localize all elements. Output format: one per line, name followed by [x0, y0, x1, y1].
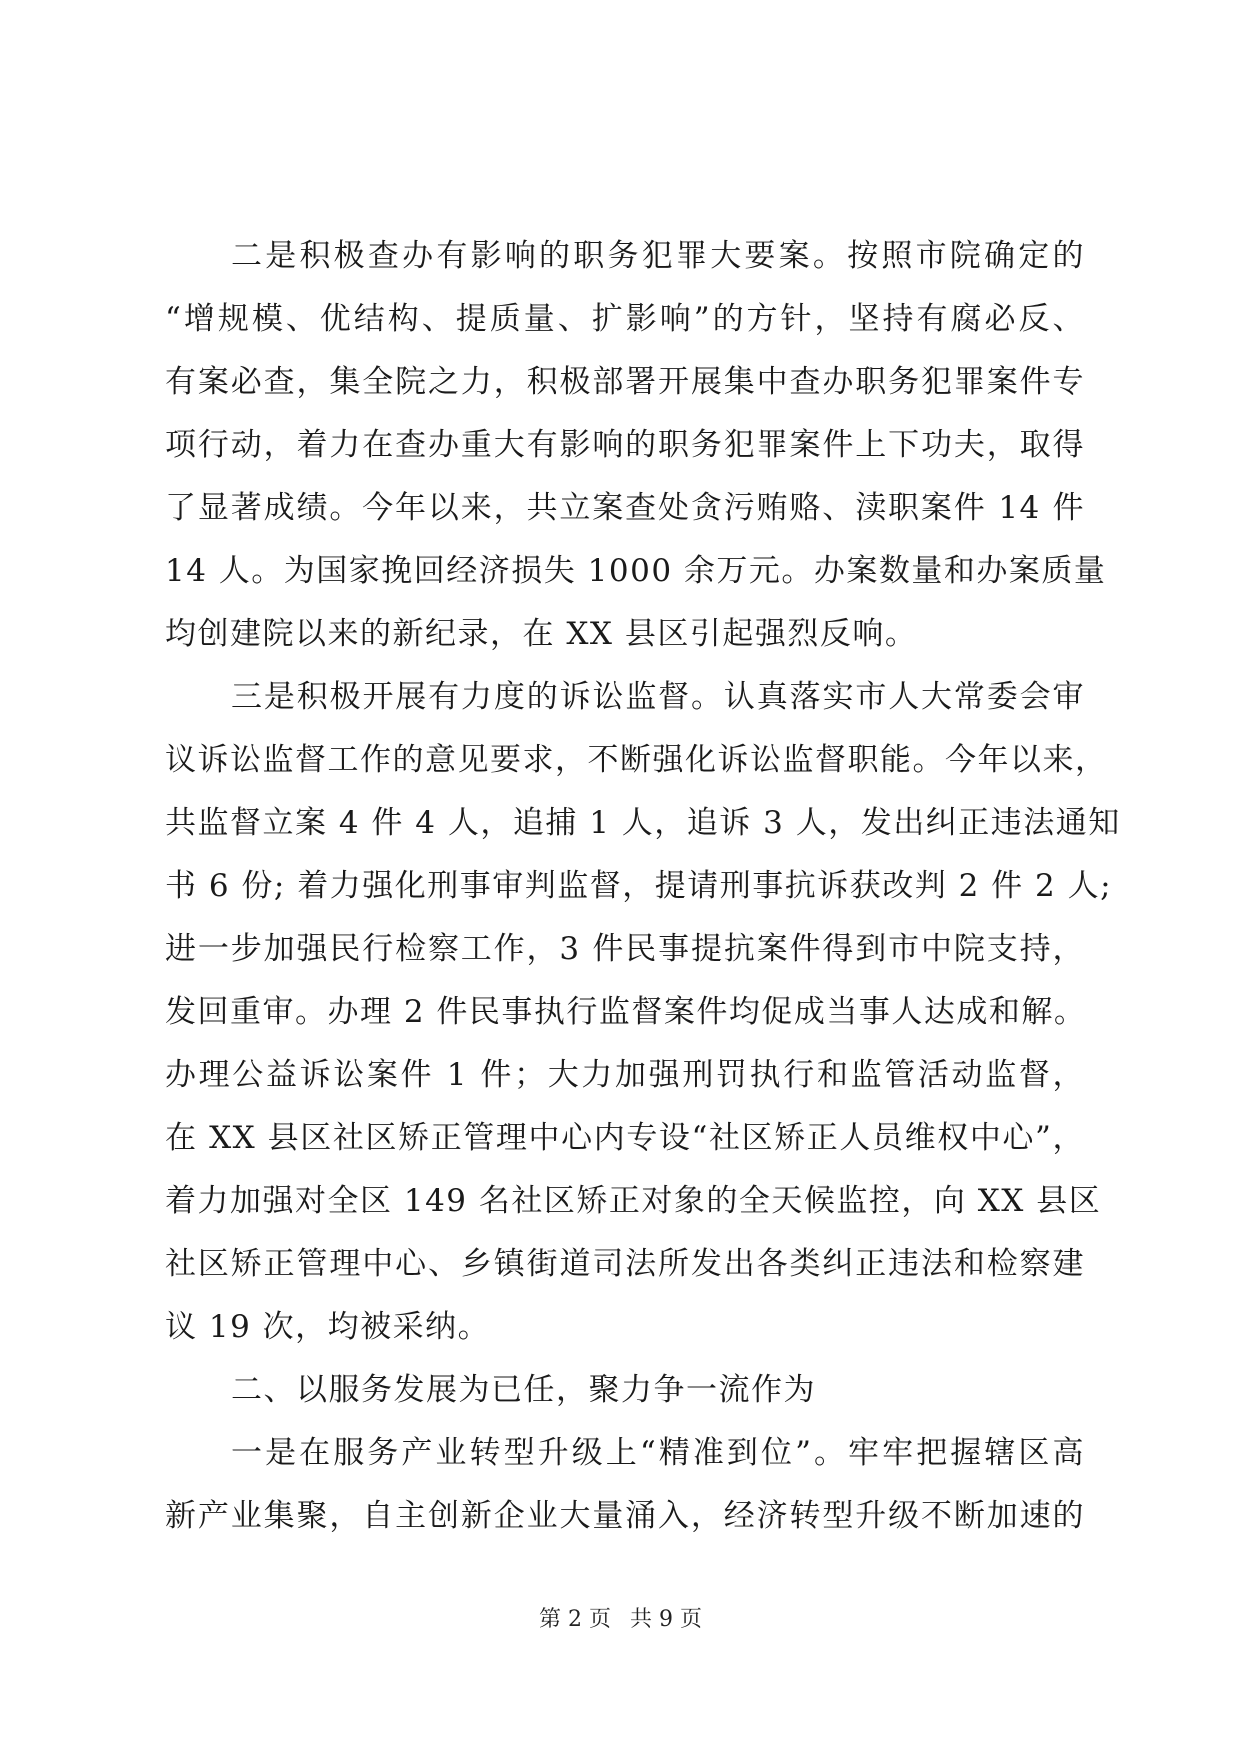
page-footer — [0, 1605, 1241, 1635]
paragraph-line: 二是积极查办有影响的职务犯罪大要案。按照市院确定的 — [231, 238, 1085, 274]
paragraph-line: 着力加强对全区 149 名社区矫正对象的全天候监控，向 XX 县区 — [165, 1183, 1102, 1219]
paragraph-line: 有案必查，集全院之力，积极部署开展集中查办职务犯罪案件专 — [165, 364, 1085, 400]
paragraph-line: 议诉讼监督工作的意见要求，不断强化诉讼监督职能。今年以来， — [165, 742, 1108, 778]
paragraph-line: 发回重审。办理 2 件民事执行监督案件均促成当事人达成和解。 — [165, 994, 1087, 1030]
paragraph-line: 社区矫正管理中心、乡镇街道司法所发出各类纠正违法和检察建 — [165, 1246, 1085, 1282]
paragraph-line: “增规模、优结构、提质量、扩影响”的方针，坚持有腐必反、 — [165, 301, 1085, 337]
paragraph-line: 三是积极开展有力度的诉讼监督。认真落实市人大常委会审 — [231, 679, 1085, 715]
paragraph-line: 在 XX 县区社区矫正管理中心内专设“社区矫正人员维权中心”， — [165, 1120, 1085, 1156]
page-total: 共 9 页 — [630, 1607, 702, 1632]
paragraph-line: 项行动，着力在查办重大有影响的职务犯罪案件上下功夫，取得 — [165, 427, 1085, 463]
paragraph-line: 了显著成绩。今年以来，共立案查处贪污贿赂、渎职案件 14 件 — [165, 490, 1085, 526]
paragraph-line: 均创建院以来的新纪录，在 XX 县区引起强烈反响。 — [165, 616, 918, 652]
section-heading: 二、以服务发展为已任，聚力争一流作为 — [231, 1372, 816, 1408]
paragraph-line: 书 6 份; 着力强化刑事审判监督，提请刑事抗诉获改判 2 件 2 人; — [165, 868, 1113, 904]
paragraph-line: 议 19 次，均被采纳。 — [165, 1309, 491, 1345]
paragraph-line: 一是在服务产业转型升级上“精准到位”。牢牢把握辖区高 — [231, 1435, 1085, 1471]
paragraph-line: 办理公益诉讼案件 1 件；大力加强刑罚执行和监管活动监督， — [165, 1057, 1085, 1093]
paragraph-line: 进一步加强民行检察工作，3 件民事提抗案件得到市中院支持， — [165, 931, 1085, 967]
paragraph-line: 共监督立案 4 件 4 人，追捕 1 人，追诉 3 人，发出纠正违法通知 — [165, 805, 1121, 841]
page-number: 第 2 页 — [539, 1607, 611, 1632]
paragraph-line: 新产业集聚，自主创新企业大量涌入，经济转型升级不断加速的 — [165, 1498, 1085, 1534]
paragraph-line: 14 人。为国家挽回经济损失 1000 余万元。办案数量和办案质量 — [165, 553, 1107, 589]
document-body — [165, 225, 1121, 1548]
